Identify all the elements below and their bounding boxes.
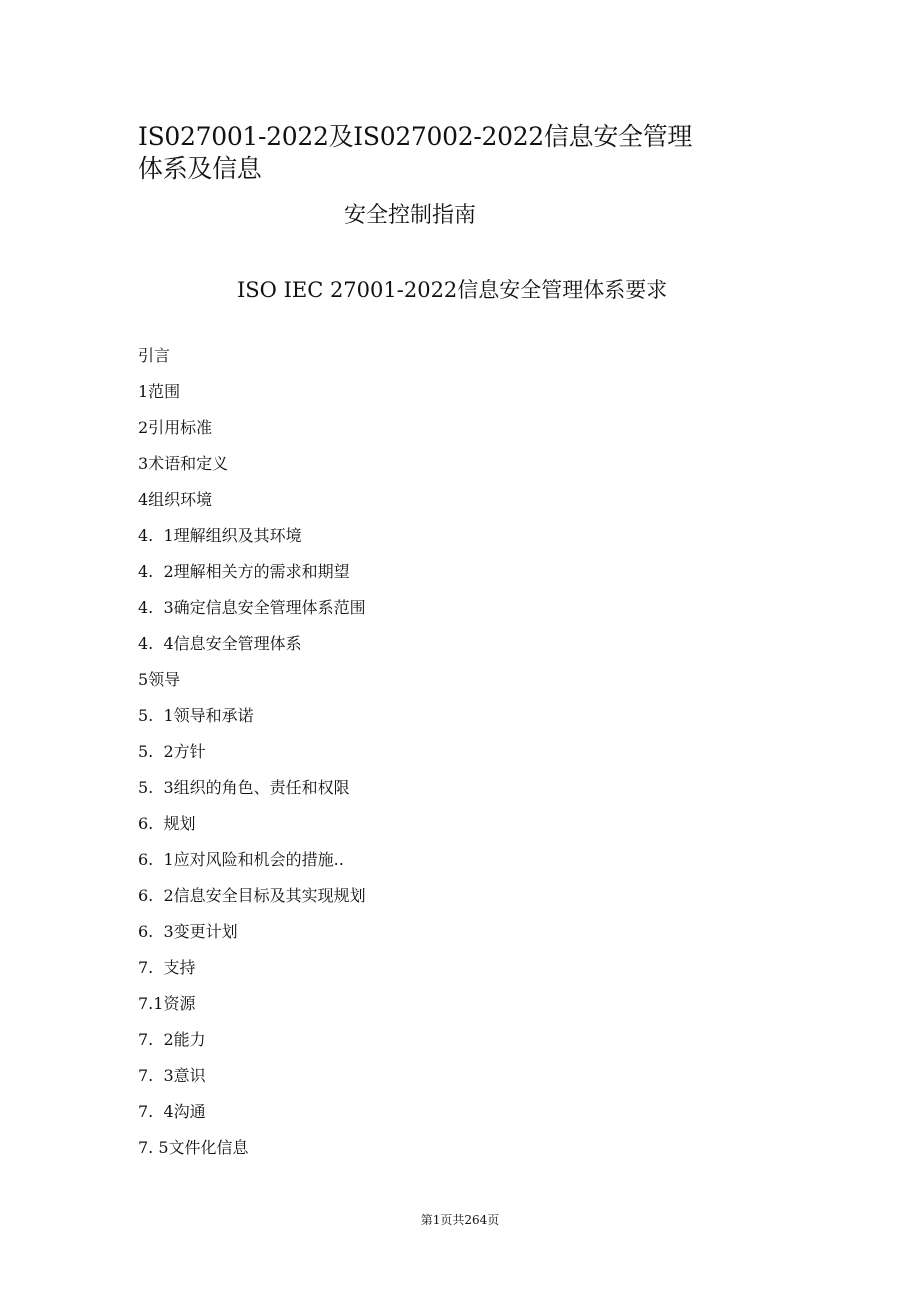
toc-item: 7.1资源 (138, 994, 196, 1013)
toc-item: 6. 3变更计划 (138, 922, 238, 941)
toc-item: 6. 规划 (138, 814, 196, 833)
toc-item: 7. 支持 (138, 958, 196, 977)
toc-item: 5. 1领导和承诺 (138, 706, 254, 725)
toc-item: 7. 5文件化信息 (138, 1138, 249, 1157)
document-title: IS027001-2022及IS027002-2022信息安全管理体系及信息 (138, 122, 693, 183)
toc-item: 1范围 (138, 382, 181, 401)
document-subtitle: 安全控制指南 (344, 203, 477, 228)
toc-item: 5. 2方针 (138, 742, 206, 761)
toc-item: 4. 3确定信息安全管理体系范围 (138, 598, 366, 617)
toc-item: 6. 1应对风险和机会的措施.. (138, 850, 344, 869)
section-title: ISO IEC 27001-2022信息安全管理体系要求 (237, 278, 668, 302)
toc-item: 4. 1理解组织及其环境 (138, 526, 302, 545)
toc-item: 4. 2理解相关方的需求和期望 (138, 562, 350, 581)
page-footer: 第1页共264页 (420, 1213, 500, 1227)
toc-item: 5领导 (138, 670, 181, 689)
toc-item: 7. 4沟通 (138, 1102, 206, 1121)
toc-item: 7. 2能力 (138, 1030, 206, 1049)
toc-item: 引言 (138, 346, 171, 365)
toc-item: 6. 2信息安全目标及其实现规划 (138, 886, 366, 905)
toc-item: 5. 3组织的角色、责任和权限 (138, 778, 350, 797)
toc-item: 7. 3意识 (138, 1066, 206, 1085)
toc-item: 4. 4信息安全管理体系 (138, 634, 302, 653)
table-of-contents (138, 345, 366, 1173)
toc-item: 4组织环境 (138, 490, 213, 509)
toc-item: 2引用标准 (138, 418, 213, 437)
toc-item: 3术语和定义 (138, 454, 229, 473)
